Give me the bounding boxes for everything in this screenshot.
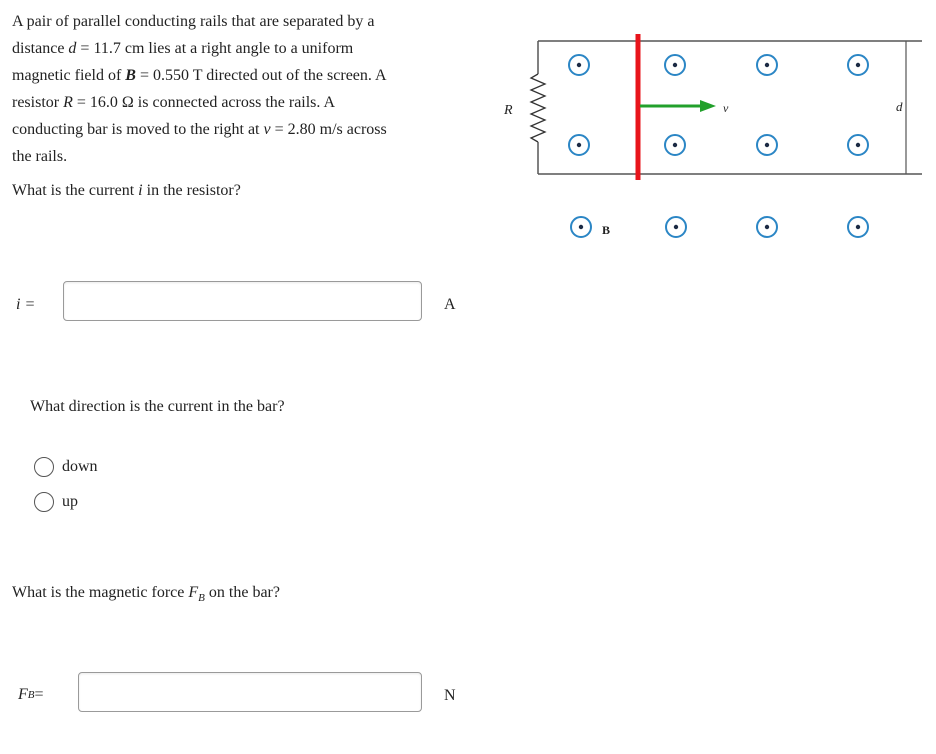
current-label (16, 296, 35, 314)
variable-R: R (63, 94, 73, 111)
b-field-dot-icon (848, 135, 868, 155)
force-label-eq: = (34, 686, 44, 703)
b-field-dot-icon (757, 55, 777, 75)
problem-text: = 16.0 Ω is connected across the rails. A (72, 94, 336, 111)
current-answer-input[interactable] (63, 281, 422, 321)
current-label-text: i = (16, 296, 36, 313)
b-field-dot-icon (666, 217, 686, 237)
force-answer-input[interactable] (78, 672, 422, 712)
problem-statement (12, 8, 452, 170)
b-field-dot-icon (757, 135, 777, 155)
resistor-label: R (504, 103, 513, 118)
problem-text: distance (12, 40, 69, 57)
b-field-dot-icon (757, 217, 777, 237)
radio-down[interactable] (34, 457, 54, 477)
option-down-label: down (62, 458, 98, 475)
force-label-var: F (18, 686, 28, 703)
problem-line (12, 8, 452, 35)
radio-up[interactable] (34, 492, 54, 512)
question-text: What is the magnetic force (12, 584, 189, 601)
force-label-sub: B (27, 689, 35, 701)
option-up[interactable] (34, 492, 78, 512)
force-label (18, 686, 44, 704)
question-direction: What direction is the current in the bar? (30, 398, 285, 415)
problem-line (12, 89, 452, 116)
variable-B: B (125, 67, 136, 84)
problem-text: resistor (12, 94, 64, 111)
rail-diagram (490, 28, 930, 248)
b-field-dot-icon (665, 135, 685, 155)
problem-line (12, 143, 452, 170)
variable-F: F (188, 584, 199, 601)
d-label: d (896, 99, 903, 114)
variable-v: v (263, 121, 271, 138)
current-unit: A (444, 296, 456, 313)
variable-i: i (138, 182, 143, 199)
b-field-label: B (602, 223, 611, 237)
velocity-label: v (723, 101, 729, 115)
option-down[interactable] (34, 457, 98, 477)
question-current (12, 182, 241, 200)
variable-d: d (68, 40, 77, 57)
question-text: in the resistor? (142, 182, 241, 199)
problem-text: A pair of parallel conducting rails that are separated by a (12, 13, 375, 30)
b-field-dot-icon (571, 217, 591, 237)
problem-text: conducting bar is moved to the right at (12, 121, 264, 138)
question-text: on the bar? (204, 584, 280, 601)
force-unit: N (444, 687, 456, 704)
question-force (12, 584, 280, 604)
problem-line (12, 116, 452, 143)
problem-text: = 0.550 T directed out of the screen. A (135, 67, 387, 84)
b-field-dot-icon (665, 55, 685, 75)
b-field-dot-icon (848, 55, 868, 75)
problem-line (12, 35, 452, 62)
problem-text: = 2.80 m/s across (270, 121, 387, 138)
problem-line (12, 62, 452, 89)
resistor (531, 74, 545, 142)
option-up-label: up (62, 493, 78, 510)
question-text: What is the current (12, 182, 139, 199)
subscript-B: B (198, 592, 205, 605)
b-field-dot-icon (569, 55, 589, 75)
b-field-dot-icon (848, 217, 868, 237)
problem-text: = 11.7 cm lies at a right angle to a uniform (76, 40, 354, 57)
problem-text: the rails. (12, 148, 68, 165)
b-field-dot-icon (569, 135, 589, 155)
velocity-arrow-icon (700, 100, 716, 112)
problem-text: magnetic field of (12, 67, 126, 84)
field-dots (569, 55, 868, 237)
